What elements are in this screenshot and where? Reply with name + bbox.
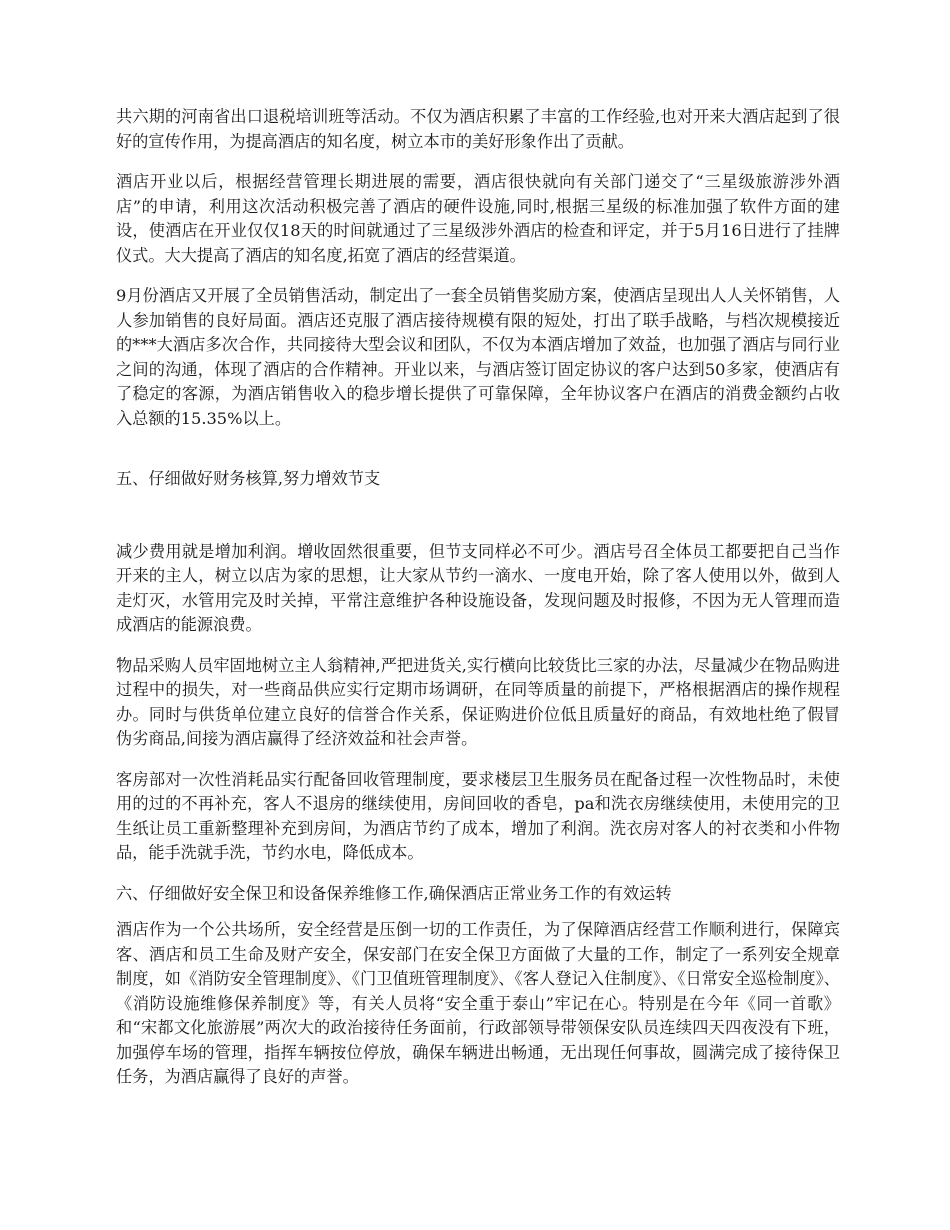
paragraph-housekeeping-consumables: 客房部对一次性消耗品实行配备回收管理制度，要求楼层卫生服务员在配备过程一次性物品时，未使用的过的不再补充，客人不退房的继续使用，房间回收的香皂，pa和洗衣房继续使用，未使用完的卫生纸让员工重新整理补充到房间，为酒店节约了成本，增加了利润。洗衣房对客人的衬衣类和小件物品，能手洗就手洗，节约水电，降低成本。 [116, 769, 840, 862]
paragraph-procurement: 物品采购人员牢固地树立主人翁精神,严把进货关,实行横向比较货比三家的办法，尽量减少在物品购进过程中的损失，对一些商品供应实行定期市场调研，在同等质量的前提下，严格根据酒店的操作规程办。同时与供货单位建立良好的信誉合作关系，保证购进价位低且质量好的商品，有效地杜绝了假冒伪劣商品,间接为酒店赢得了经济效益和社会声誉。 [116, 655, 840, 748]
section-heading-security: 六、仔细做好安全保卫和设备保养维修工作,确保酒店正常业务工作的有效运转 [116, 883, 672, 903]
paragraph-security-work: 酒店作为一个公共场所，安全经营是压倒一切的工作责任，为了保障酒店经营工作顺利进行，保障宾客、酒店和员工生命及财产安全，保安部门在安全保卫方面做了大量的工作，制定了一系列安全规章制度，如《消防安全管理制度》、《门卫值班管理制度》、《客人登记入住制度》、《日常安全巡检制度》、《消防设施维修保养制度》等，有关人员将“安全重于泰山”牢记在心。特别是在今年《同一首歌》和“宋都文化旅游展”两次大的政治接待任务面前，行政部领导带领保安队员连续四天四夜没有下班，加强停车场的管理，指挥车辆按位停放，确保车辆进出畅通，无出现任何事故，圆满完成了接待保卫任务，为酒店赢得了良好的声誉。 [116, 920, 840, 1086]
paragraph-sales-campaign: 9月份酒店又开展了全员销售活动，制定出了一套全员销售奖励方案，使酒店呈现出人人关怀销售，人人参加销售的良好局面。酒店还克服了酒店接待规模有限的短处，打出了联手战略，与档次规模接近的***大酒店多次合作，共同接待大型会议和团队，不仅为本酒店增加了效益，也加强了酒店与同行业之间的沟通，体现了酒店的合作精神。开业以来，与酒店签订固定协议的客户达到50多家，使酒店有了稳定的客源，为酒店销售收入的稳步增长提供了可靠保障，全年协议客户在酒店的消费金额约占收入总额的15.35%以上。 [116, 286, 840, 428]
paragraph-training-activities: 共六期的河南省出口退税培训班等活动。不仅为酒店积累了丰富的工作经验,也对开来大酒店起到了很好的宣传作用，为提高酒店的知名度，树立本市的美好形象作出了贡献。 [116, 107, 840, 151]
document-body [116, 105, 840, 1106]
paragraph-three-star-rating: 酒店开业以后，根据经营管理长期进展的需要，酒店很快就向有关部门递交了“三星级旅游涉外酒店”的申请，利用这次活动积极完善了酒店的硬件设施,同时,根据三星级的标准加强了软件方面的建设，使酒店在开业仅仅18天的时间就通过了三星级涉外酒店的检查和评定，并于5月16日进行了挂牌仪式。大大提高了酒店的知名度,拓宽了酒店的经营渠道。 [116, 172, 840, 265]
section-heading-finance: 五、仔细做好财务核算,努力增效节支 [116, 469, 381, 488]
paragraph-cost-reduction: 减少费用就是增加利润。增收固然很重要，但节支同样必不可少。酒店号召全体员工都要把自己当作开来的主人，树立以店为家的思想，让大家从节约一滴水、一度电开始，除了客人使用以外，做到人走灯灭，水管用完及时关掉，平常注意维护各种设施设备，发现问题及时报修，不因为无人管理而造成酒店的能源浪费。 [116, 541, 840, 634]
